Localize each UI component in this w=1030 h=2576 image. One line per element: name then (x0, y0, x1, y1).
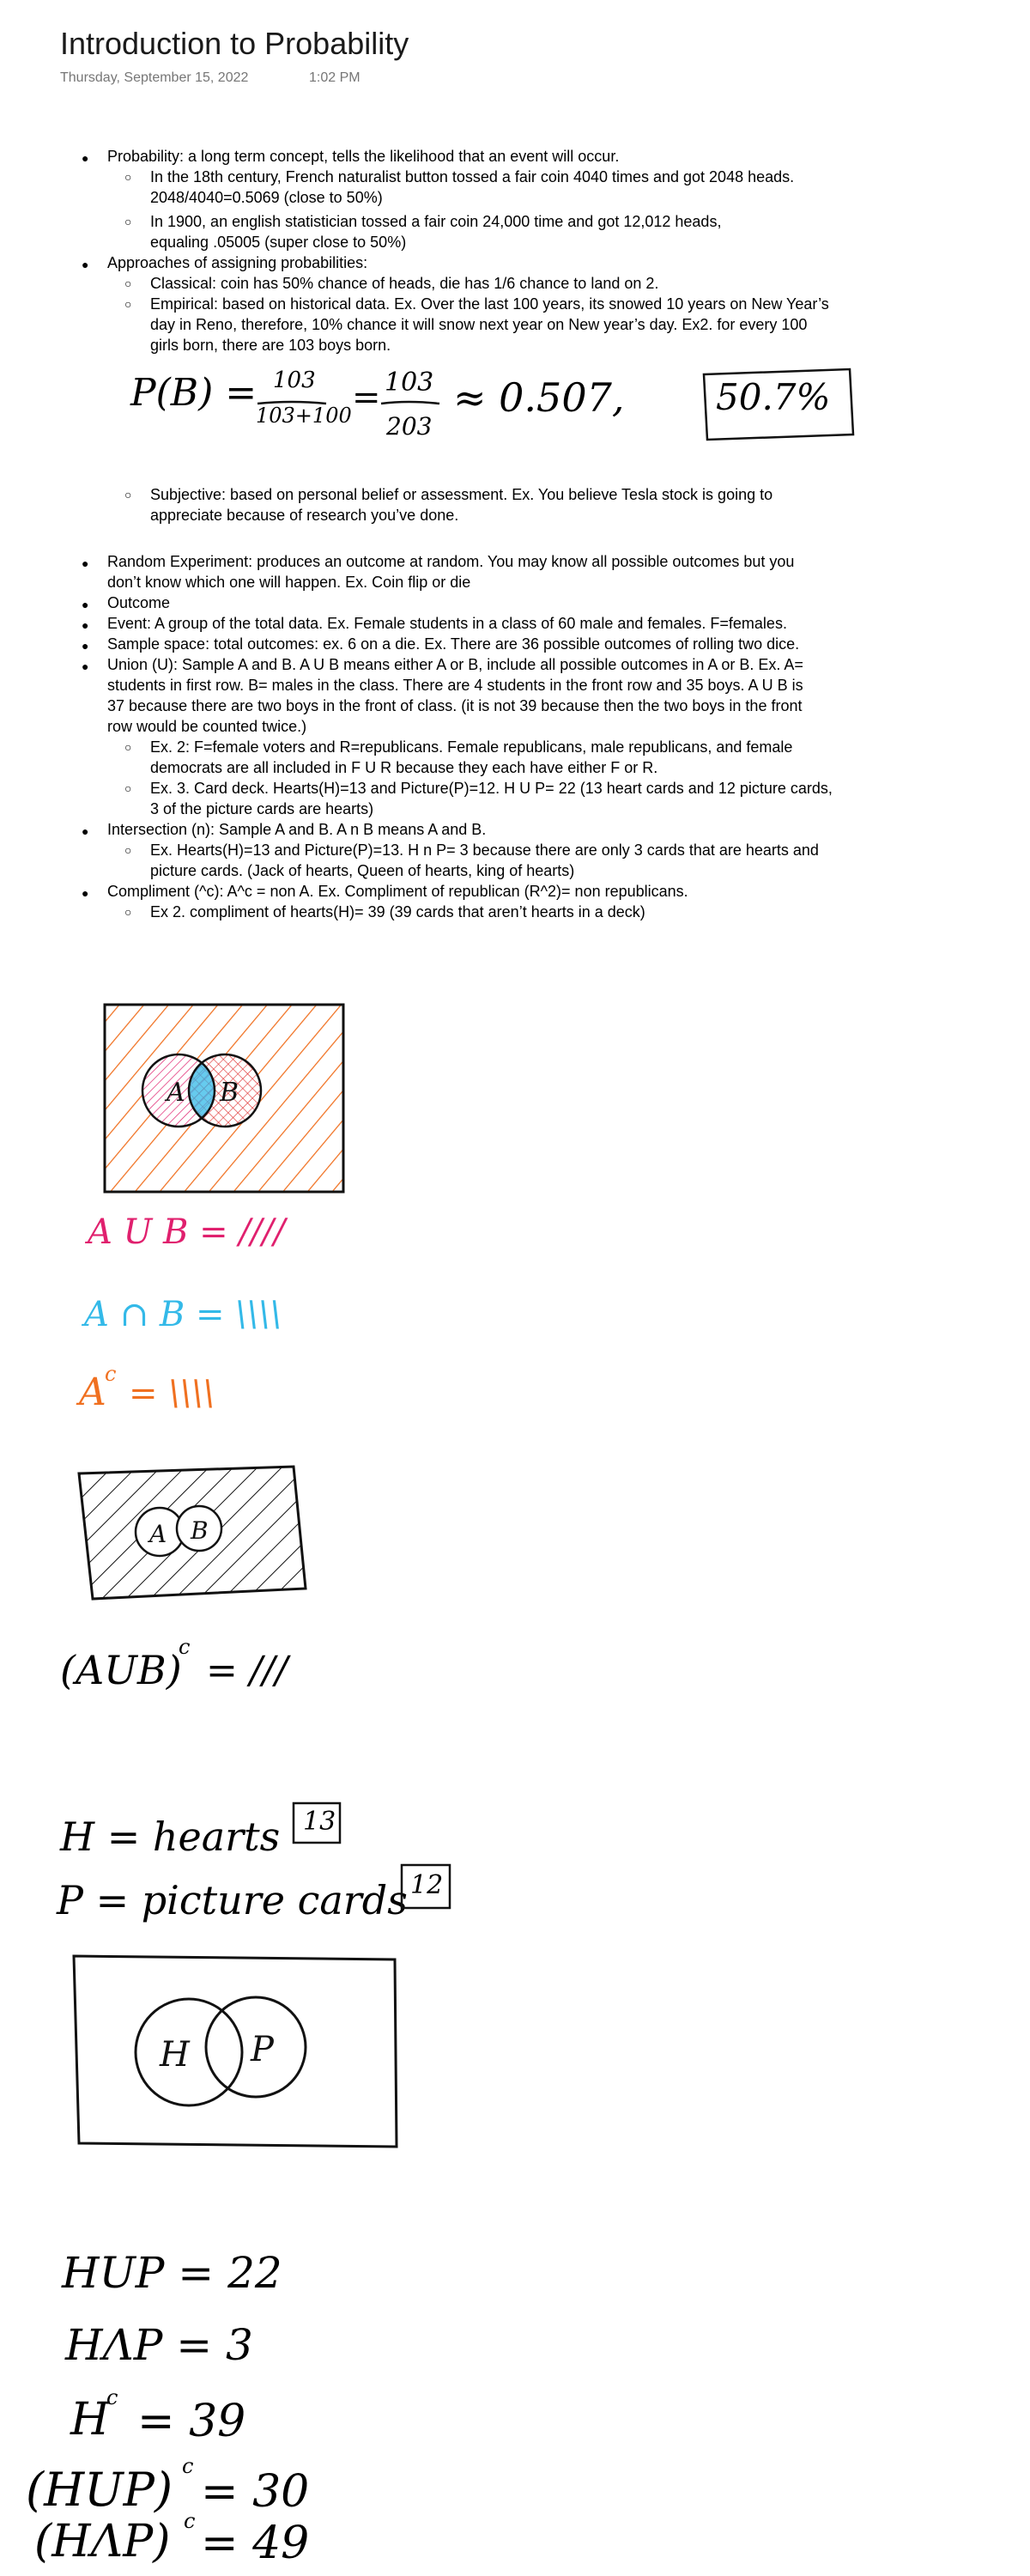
venn1-label-a: A (167, 1078, 185, 1108)
venn3-label-h: H (160, 2035, 190, 2075)
result-hnp-c-base: (HΛP) (34, 2516, 171, 2567)
result-hnp-c-rest: = 49 (201, 2518, 310, 2569)
bullet-dot: ● (82, 824, 89, 838)
note-subjective-1: Subjective: based on personal belief or assessment. Ex. You believe Tesla stock is going to (150, 486, 773, 503)
note-union-ex2-1: Ex. 2: F=female voters and R=republicans. Female republicans, male republicans, and female (150, 738, 793, 756)
bullet-dot: ● (82, 258, 89, 271)
page-time: 1:02 PM (309, 70, 360, 85)
legend-complement-rest: = \\\\ (129, 1374, 215, 1413)
bullet-circle: ○ (124, 488, 132, 501)
note-intersection: Intersection (n): Sample A and B. A n B means A and B. (107, 821, 487, 838)
bullet-circle: ○ (124, 905, 132, 919)
note-union-ex3-1: Ex. 3. Card deck. Hearts(H)=13 and Picture(P)=12. H U P= 22 (13 heart cards and 12 picture cards, (150, 780, 833, 797)
legend-complement-sup: c (105, 1362, 117, 1386)
note-compliment-ex: Ex 2. compliment of hearts(H)= 39 (39 cards that aren’t hearts in a deck) (150, 903, 645, 920)
hearts-count: 13 (303, 1807, 336, 1837)
pb-boxed-result: 50.7% (716, 376, 831, 418)
bullet-dot: ● (82, 886, 89, 900)
note-intersection-ex-1: Ex. Hearts(H)=13 and Picture(P)=13. H n P= 3 because there are only 3 cards that are hearts and (150, 841, 819, 859)
pb-num1: 103 (273, 368, 316, 393)
result-hc-base: H (70, 2394, 110, 2445)
note-union-3: 37 because there are two boys in the front of class. (it is not 39 because then the two boys in the front (107, 697, 803, 714)
pb-den1: 103+100 (256, 404, 352, 428)
pb-result-box (704, 369, 853, 440)
note-subjective-2: appreciate because of research you’ve done. (150, 507, 459, 524)
bullet-circle: ○ (124, 781, 132, 795)
hearts-label: H = hearts (60, 1814, 281, 1860)
page-title: Introduction to Probability (60, 26, 409, 61)
note-buffon-1: In the 18th century, French naturalist button tossed a fair coin 4040 times and got 2048 heads. (150, 168, 795, 185)
venn2-label-a: A (149, 1520, 167, 1548)
note-approaches: Approaches of assigning probabilities: (107, 254, 368, 271)
result-hup-c-sup: c (182, 2454, 194, 2478)
pb-den2: 203 (386, 412, 433, 440)
note-union-ex2-2: democrats are all included in F U R because they each have either F or R. (150, 759, 658, 776)
bullet-dot: ● (82, 151, 89, 165)
pb-approx: ≈ 0.507, (453, 374, 625, 421)
note-random-2: don’t know which one will happen. Ex. Coin flip or die (107, 574, 471, 591)
result-hc-sup: c (106, 2385, 118, 2409)
venn-diagram-colored (105, 1005, 343, 1192)
bullet-dot: ● (82, 639, 89, 653)
note-union-2: students in first row. B= males in the class. There are 4 students in the front row and 35 boys. A U B is (107, 677, 803, 694)
bullet-circle: ○ (124, 276, 132, 290)
page-date: Thursday, September 15, 2022 (60, 70, 249, 85)
note-pearson-2: equaling .05005 (super close to 50%) (150, 234, 407, 251)
pb-num2: 103 (385, 368, 434, 398)
pb-fraction-bars (258, 402, 439, 404)
note-compliment: Compliment (^c): A^c = non A. Ex. Compliment of republican (R^2)= non republicans. (107, 883, 688, 900)
legend-complement-base: A (79, 1370, 106, 1414)
venn1-label-b: B (220, 1078, 239, 1108)
result-hup-c-rest: = 30 (201, 2466, 310, 2518)
venn2-label-b: B (191, 1516, 209, 1545)
bullet-dot: ● (82, 618, 89, 632)
bullet-circle: ○ (124, 215, 132, 228)
picture-label: P = picture cards (57, 1877, 408, 1923)
result-hc-rest: = 39 (137, 2396, 246, 2447)
note-classical: Classical: coin has 50% chance of heads, die has 1/6 chance to land on 2. (150, 275, 659, 292)
note-intersection-ex-2: picture cards. (Jack of hearts, Queen of hearts, king of hearts) (150, 862, 575, 879)
note-probability: Probability: a long term concept, tells the likelihood that an event will occur. (107, 148, 620, 165)
note-pearson-1: In 1900, an english statistician tossed a fair coin 24,000 time and got 12,012 heads, (150, 213, 722, 230)
picture-count-box (402, 1865, 450, 1908)
bullet-dot: ● (82, 598, 89, 611)
result-hnp-c-sup: c (184, 2509, 196, 2533)
note-sample-space: Sample space: total outcomes: ex. 6 on a die. Ex. There are 36 possible outcomes of rolling two dice. (107, 635, 800, 653)
bullet-dot: ● (82, 556, 89, 570)
venn3-label-p: P (251, 2030, 274, 2069)
bullet-circle: ○ (124, 740, 132, 754)
venn-diagram-complement (79, 1467, 306, 1599)
result-hnp: HΛP = 3 (65, 2320, 253, 2370)
bullet-circle: ○ (124, 843, 132, 857)
bullet-dot: ● (82, 659, 89, 673)
note-empirical-3: girls born, there are 103 boys born. (150, 337, 391, 354)
hearts-count-box (294, 1803, 340, 1843)
venn-diagram-cards (74, 1956, 397, 2147)
pb-eq2: = (352, 378, 381, 417)
result-hup-c-base: (HUP) (26, 2463, 173, 2517)
note-empirical-2: day in Reno, therefore, 10% chance it will snow next year on New year’s day. Ex2. for every 100 (150, 316, 808, 333)
pb-lhs: P(B) = (130, 371, 258, 415)
note-union-1: Union (U): Sample A and B. A U B means either A or B, include all possible outcomes in A or B. Ex. A= (107, 656, 803, 673)
result-hup: HUP = 22 (62, 2248, 282, 2298)
legend-union: A U B = //// (88, 1212, 286, 1252)
note-empirical-1: Empirical: based on historical data. Ex. Over the last 100 years, its snowed 10 years on New Year’s (150, 295, 829, 313)
legend-intersection: A ∩ B = \\\\ (84, 1295, 282, 1334)
aub-c-rest: = /// (206, 1649, 288, 1692)
note-union-ex3-2: 3 of the picture cards are hearts) (150, 800, 374, 817)
bullet-circle: ○ (124, 297, 132, 311)
bullet-circle: ○ (124, 170, 132, 184)
note-buffon-2: 2048/4040=0.5069 (close to 50%) (150, 189, 383, 206)
note-event: Event: A group of the total data. Ex. Female students in a class of 60 male and females. F=females. (107, 615, 787, 632)
aub-c-base: (AUB) (60, 1647, 182, 1693)
note-random-1: Random Experiment: produces an outcome at random. You may know all possible outcomes but you (107, 553, 795, 570)
note-outcome: Outcome (107, 594, 171, 611)
picture-count: 12 (410, 1870, 444, 1900)
aub-c-sup: c (179, 1635, 191, 1659)
note-union-4: row would be counted twice.) (107, 718, 307, 735)
